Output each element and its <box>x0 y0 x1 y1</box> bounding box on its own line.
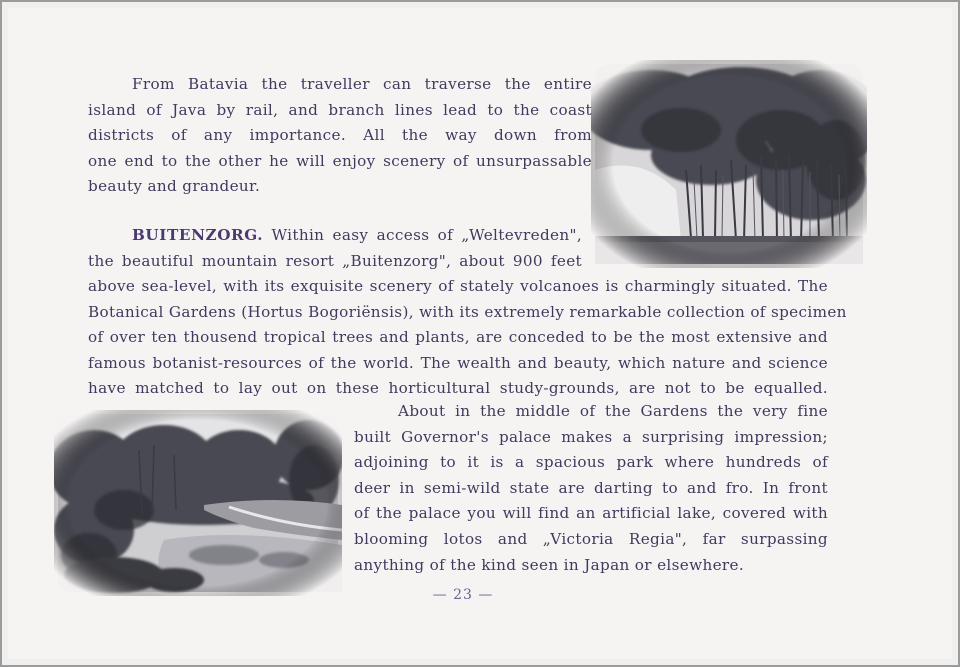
section-heading-buitenzorg: BUITENZORG. <box>132 226 264 244</box>
botanical-garden-lake-photo <box>54 410 342 596</box>
text-line: one end to the other he will enjoy scenery of unsurpassable <box>88 151 592 170</box>
paragraph-2-narrow <box>88 223 582 274</box>
paragraph-3 <box>354 399 828 578</box>
paragraph-1 <box>88 72 592 200</box>
text-line: About in the middle of the Gardens the very fine <box>398 402 828 420</box>
text-line: built Governor's palace makes a surprising impression; <box>354 427 828 446</box>
text-line: have matched to lay out on these horticultural study-grounds, are not to be equalled. <box>88 379 828 398</box>
text-line: adjoining to it is a spacious park where hundreds of <box>354 453 828 472</box>
text-line: famous botanist-resources of the world. The wealth and beauty, which nature and science <box>88 353 828 372</box>
text-line: districts of any importance. All the way down from <box>88 126 592 145</box>
banyan-trees-photo <box>591 60 867 268</box>
text-line: anything of the kind seen in Japan or elsewhere. <box>354 555 745 574</box>
text-line <box>88 223 582 249</box>
text-line: of the palace you will find an artificial lake, covered with <box>354 504 828 523</box>
text-line: above sea-level, with its exquisite scenery of stately volcanoes is charmingly situated. The <box>88 277 828 295</box>
text-line: beauty and grandeur. <box>88 177 261 196</box>
text-segment: Within easy access of „Weltevreden", <box>271 226 582 244</box>
text-line: blooming lotos and „Victoria Regia", far surpassing <box>354 529 828 548</box>
text-line: island of Java by rail, and branch lines lead to the coast <box>88 100 592 119</box>
page-number: — 23 — <box>432 587 494 603</box>
book-page <box>8 8 952 659</box>
text-line: From Batavia the traveller can traverse the entire <box>132 75 592 93</box>
text-line: of over ten thousend tropical trees and plants, are conceded to be the most extensive and <box>88 328 828 347</box>
text-line: deer in semi-wild state are darting to and fro. In front <box>354 478 828 497</box>
paragraph-2-wide <box>88 274 847 402</box>
text-line: Botanical Gardens (Hortus Bogoriënsis), with its extremely remarkable collection of specimen <box>88 302 847 321</box>
text-line: the beautiful mountain resort „Buitenzorg", about 900 feet <box>88 251 582 270</box>
